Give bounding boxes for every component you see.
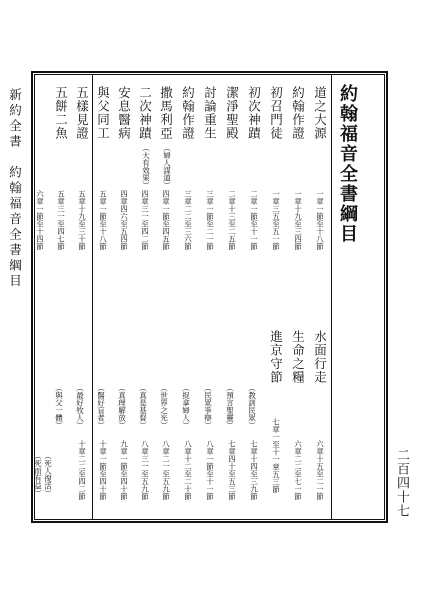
entry-ref: 四章四六至五四節 [119, 190, 129, 250]
page-title: 約翰福音全書綱目 [337, 84, 358, 244]
entry-ref: 一章三五至五一節 [271, 190, 281, 250]
entry-ref: 四章一節至四五節 [161, 190, 171, 250]
entry-heading: 約翰作證 [290, 86, 306, 140]
entry-note: （民眾爭辯） [203, 384, 213, 429]
entry-heading: 進京守節 [268, 330, 284, 384]
entry-ref: 五章三一至四七節 [56, 190, 66, 250]
entry-ref: 五章十九至三十節 [77, 190, 87, 250]
entry-note: （死人復活） [43, 452, 53, 497]
entry-ref: 十章二二至四二節 [77, 440, 87, 500]
entry-note: （最好牧人） [75, 384, 85, 429]
entry-heading: 水面行走 [312, 330, 328, 384]
entry-note: （預言聖靈） [225, 384, 235, 429]
entry-heading: 道之大源 [312, 86, 328, 140]
entry-ref: 五章一節至十八節 [98, 190, 108, 250]
entry-ref: 七章四十至五三節 [227, 440, 237, 500]
entry-heading: 討論重生 [202, 86, 218, 140]
entry-note: （與父一體） [54, 384, 64, 429]
entry-ref: 六章一節至十四節 [35, 190, 45, 250]
entry-ref: 六章二二至七一節 [293, 440, 303, 500]
entry-ref: 一章十九至三四節 [293, 190, 303, 250]
entry-heading: 潔淨聖殿 [224, 86, 240, 140]
entry-note: （婦人謀道） [162, 144, 172, 189]
entry-note: （真理解放） [117, 384, 127, 429]
entry-note: （大有效果） [141, 144, 151, 189]
entry-ref: 十章一節至四十節 [98, 440, 108, 500]
entry-ref: 六章十五至二一節 [315, 440, 325, 500]
entry-heading: 二次神蹟 [137, 86, 153, 140]
entry-ref: 八章一節至十一節 [205, 440, 215, 500]
entry-heading: 約翰作證 [180, 86, 196, 140]
entry-ref: 四章三一至四二節 [140, 190, 150, 250]
entry-ref: 八章三一至五九節 [140, 440, 150, 500]
column-rule-left [92, 74, 93, 520]
entry-ref: 二章一節至十一節 [249, 190, 259, 250]
entry-ref: 九章一節至四十節 [119, 440, 129, 500]
entry-note: （教訓民眾） [247, 384, 257, 429]
book-margin-label: 新約全書 約翰福音全書綱目 [7, 88, 23, 290]
entry-ref: 八章二一至五九節 [161, 440, 171, 500]
entry-ref: 三章二二至三六節 [183, 190, 193, 250]
entry-note: （真是基督） [138, 384, 148, 429]
entry-note: （死而有益） [33, 452, 43, 497]
entry-heading: 生命之糧 [290, 330, 306, 384]
entry-heading: 初召門徒 [268, 86, 284, 140]
entry-ref: 二章十三至二五節 [227, 190, 237, 250]
entry-ref: 三章一節至二一節 [205, 190, 215, 250]
entry-heading: 五餅二魚 [53, 86, 69, 140]
page-number: 二百四十七 [394, 448, 409, 518]
entry-note: （醫好盲者） [96, 384, 106, 429]
entry-ref: 八章十二至二十節 [183, 440, 193, 500]
entry-ref: 七章十四至三九節 [249, 440, 259, 500]
entry-heading: 撒馬利亞 [158, 86, 174, 140]
entry-note: （世界之光） [159, 384, 169, 429]
entry-ref: 七章一至十一章五三節 [271, 418, 281, 493]
entry-heading: 初次神蹟 [246, 86, 262, 140]
entry-heading: 五樣見證 [74, 86, 90, 140]
entry-ref: 一章一節至十八節 [315, 190, 325, 250]
entry-heading: 安息醫病 [116, 86, 132, 140]
entry-note: （捉拿婦人） [181, 384, 191, 429]
entry-heading: 與父同工 [95, 86, 111, 140]
column-rule-right [331, 74, 332, 520]
